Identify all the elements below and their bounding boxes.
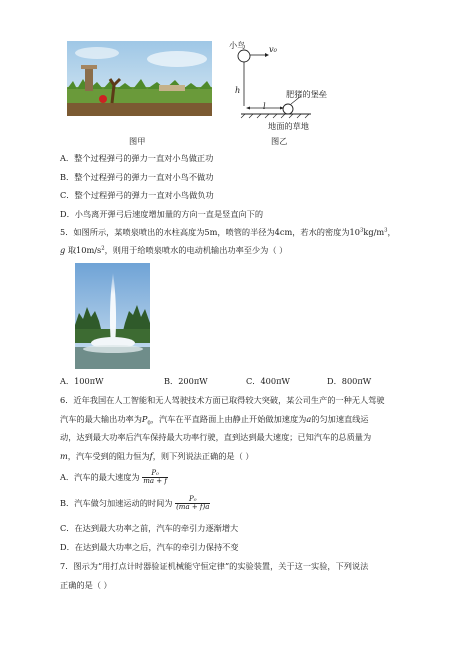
caption-yi: 图乙	[271, 136, 288, 146]
q6-option-a-fraction: $\frac{\text{P₀}}{ma + f}$	[143, 469, 167, 486]
q6-option-b: B．汽车做匀加速运动的时间为 $\frac{\text{P₀}}{(ma + f)a}$	[60, 495, 210, 512]
q6-line-3: 动，达到最大功率后汽车保持最大功率行驶，直到达到最大速度；已知汽车的总质量为	[60, 432, 372, 442]
q7-line-1: 7．图示为“用打点计时器验证机械能守恒定律”的实验装置，关于这一实验，下列说法	[60, 561, 369, 571]
q6-line-1: 6．近年我国在人工智能和无人驾驶技术方面已取得较大突破，某公司生产的一种无人驾驶	[60, 395, 385, 405]
h-label: h	[235, 85, 241, 95]
q4-option-c: C．整个过程弹弓的弹力一直对小鸟做负功	[60, 190, 214, 200]
v0-label: v₀	[269, 44, 277, 54]
q5-option-d: D．800πW	[327, 376, 372, 386]
q6-line-2: 汽车的最大输出功率为$P_0$，汽车在平直路面上由静止开始做加速度为a的匀加速直线运	[60, 414, 369, 427]
q5-line-1: 5．如图所示，某喷泉喷出的水柱高度为5m，喷管的半径为4cm，若水的密度为$10^3kg/m^3$，	[60, 227, 396, 237]
q6-option-d: D．在达到最大功率之后，汽车的牵引力保持不变	[60, 542, 239, 552]
bird-circle	[238, 50, 250, 62]
l-label: l	[263, 101, 266, 111]
q7-line-2: 正确的是（ ）	[60, 580, 112, 590]
angry-birds-scene	[67, 41, 212, 116]
castle-circle	[283, 104, 293, 114]
castle-label: 肥猪的堡垒	[286, 89, 327, 99]
q5-option-a: A．100πW	[60, 376, 104, 386]
q5-line-2: g 取$10m/s^2$，则用于给喷泉喷水的电动机输出功率至少为（ ）	[60, 245, 288, 255]
q5-option-b: B．200πW	[164, 376, 208, 386]
q4-option-a: A．整个过程弹弓的弹力一直对小鸟做正功	[60, 153, 214, 163]
fountain-image	[75, 263, 150, 369]
ground-label: 地面的草地	[268, 121, 309, 131]
q6-option-b-fraction: $\frac{\text{P₀}}{(ma + f)a}$	[176, 495, 210, 512]
q6-option-c: C．在达到最大功率之前，汽车的牵引力逐渐增大	[60, 523, 239, 533]
fountain-photo	[75, 263, 150, 369]
q6-line-4: m，汽车受到的阻力恒为f，则下列说法正确的是（ ）	[60, 451, 254, 461]
bird-label: 小鸟	[229, 40, 246, 50]
q4-option-b: B．整个过程弹弓的弹力一直对小鸟不做功	[60, 172, 214, 182]
q5-option-c: C．400πW	[246, 376, 290, 386]
q4-option-d: D．小鸟离开弹弓后速度增加量的方向一直是竖直向下的	[60, 209, 264, 219]
caption-jia: 图甲	[129, 136, 146, 146]
q6-option-a: A．汽车的最大速度为 $\frac{\text{P₀}}{ma + f}$	[60, 469, 167, 486]
figure-jia-image	[67, 41, 212, 116]
